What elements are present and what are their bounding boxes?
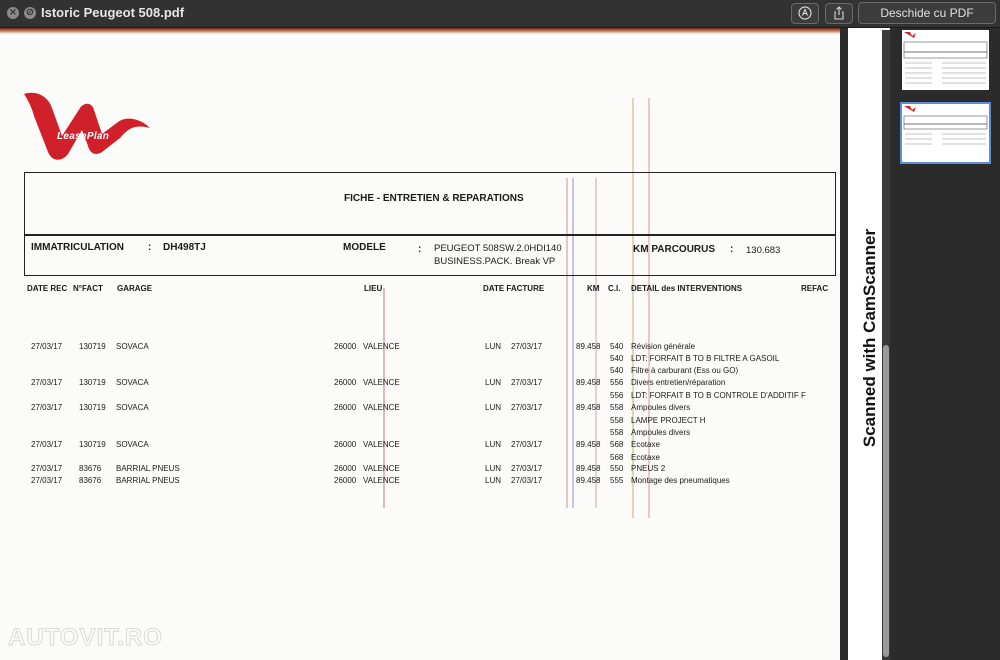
cell-detail: Divers entretien/réparation [631,378,726,387]
col-garage: GARAGE [117,284,153,293]
cell-nfact: 130719 [79,342,106,351]
cell-garage: SOVACA [116,342,149,351]
cell-date-fact: 27/03/17 [511,464,543,473]
cell-lieu: VALENCE [363,403,400,412]
cell-detail: Ecotaxe [631,453,660,462]
cell-detail: Montage des pneumatiques [631,476,730,485]
immatriculation-label: IMMATRICULATION [31,242,124,253]
cell-ci: 540 [610,354,624,363]
vehicle-info-box [24,234,836,276]
cell-garage: BARRIAL PNEUS [116,464,180,473]
cell-cp: 26000 [334,378,357,387]
cell-km: 89.458 [576,342,601,351]
col-ci: C.I. [608,284,621,293]
cell-date-fact: 27/03/17 [511,440,543,449]
cell-nfact: 130719 [79,440,106,449]
cell-date: 27/03/17 [31,403,63,412]
cell-detail: Ampoules divers [631,403,691,412]
km-parcourus-label: KM PARCOURUS [633,244,716,255]
cell-ci: 556 [610,378,624,387]
col-date-rec: DATE REC [27,284,68,293]
cell-km: 89.458 [576,378,601,387]
modele-label: MODELE [343,242,386,253]
scan-streak [383,288,385,508]
cell-detail: Révision générale [631,342,696,351]
cell-ci: 540 [610,366,624,375]
cell-lieu: VALENCE [363,378,400,387]
cell-date: 27/03/17 [31,378,63,387]
camscanner-text: Scanned with CamScanner [860,228,879,448]
cell-detail: PNEUS 2 [631,464,666,473]
page-thumbnail-1[interactable] [902,30,989,90]
cell-day: LUN [485,464,502,473]
minimize-window-icon[interactable]: ⊘ [25,7,35,18]
cell-cp: 26000 [334,342,357,351]
page-thumbnail-preview [902,104,989,162]
cell-nfact: 130719 [79,403,106,412]
cell-day: LUN [485,342,502,351]
cell-nfact: 130719 [79,378,106,387]
cell-garage: SOVACA [116,440,149,449]
cell-date-fact: 27/03/17 [511,378,543,387]
cell-cp: 26000 [334,440,357,449]
cell-detail: LDT: FORFAIT B TO B FILTRE A GASOIL [631,354,780,363]
cell-detail: LAMPE PROJECT H [631,416,706,425]
close-window-icon[interactable]: × [8,7,18,18]
cell-cp: 26000 [334,476,357,485]
cell-ci: 568 [610,453,624,462]
share-icon [832,6,846,20]
modele-line-2: BUSINESS.PACK. Break VP [434,256,556,267]
col-km: KM [587,284,600,293]
cell-day: LUN [485,476,502,485]
cell-ci: 558 [610,416,624,425]
cell-ci: 540 [610,342,624,351]
leaseplan-logo-icon [22,90,152,162]
document-heading: FICHE - ENTRETIEN & REPARATIONS [344,193,524,204]
cell-date-fact: 27/03/17 [511,403,543,412]
markup-button[interactable] [791,3,819,24]
col-detail: DETAIL des INTERVENTIONS [631,284,743,293]
cell-cp: 26000 [334,464,357,473]
cell-garage: BARRIAL PNEUS [116,476,180,485]
col-date-facture: DATE FACTURE [483,284,545,293]
cell-ci: 556 [610,391,624,400]
scrollbar-thumb[interactable] [883,345,889,657]
cell-lieu: VALENCE [363,342,400,351]
cell-km: 89.458 [576,403,601,412]
colon: : [148,242,152,253]
page-thumbnail-preview [902,30,989,90]
cell-lieu: VALENCE [363,440,400,449]
cell-nfact: 83676 [79,464,102,473]
title-box [24,172,836,236]
km-parcourus-value: 130.683 [746,245,781,256]
colon: : [418,244,422,255]
cell-date: 27/03/17 [31,464,63,473]
cell-detail: LDT: FORFAIT B TO B CONTROLE D'ADDITIF F [631,391,806,400]
cell-detail: Ampoules divers [631,428,691,437]
cell-garage: SOVACA [116,403,149,412]
cell-date-fact: 27/03/17 [511,476,543,485]
cell-date: 27/03/17 [31,342,63,351]
col-lieu: LIEU [364,284,383,293]
logo-text: LeasePlan [57,131,110,142]
cell-lieu: VALENCE [363,476,400,485]
modele-line-1: PEUGEOT 508SW.2.0HDI140 [434,243,562,254]
cell-ci: 558 [610,428,624,437]
open-in-pdf-reader-button[interactable]: Deschide cu PDF [858,2,996,24]
scan-edge [0,28,840,34]
window-title: Istoric Peugeot 508.pdf [41,5,185,20]
cell-cp: 26000 [334,403,357,412]
share-button[interactable] [825,3,853,24]
cell-date: 27/03/17 [31,476,63,485]
cell-nfact: 83676 [79,476,102,485]
pdf-page [0,28,840,660]
cell-day: LUN [485,378,502,387]
cell-day: LUN [485,403,502,412]
cell-garage: SOVACA [116,378,149,387]
immatriculation-value: DH498TJ [163,242,206,253]
cell-km: 89.458 [576,440,601,449]
cell-date: 27/03/17 [31,440,63,449]
page-thumbnail-2[interactable] [902,104,989,162]
cell-date-fact: 27/03/17 [511,342,543,351]
title-bar [0,0,1000,28]
watermark: AUTOVIT.RO [8,624,163,651]
cell-detail: Filtre à carburant (Ess ou GO) [631,366,739,375]
cell-ci: 568 [610,440,624,449]
cell-ci: 555 [610,476,624,485]
cell-day: LUN [485,440,502,449]
cell-detail: Ecotaxe [631,440,660,449]
col-nfact: N°FACT [73,284,103,293]
cell-lieu: VALENCE [363,464,400,473]
cell-km: 89.458 [576,464,601,473]
markup-icon [798,6,812,20]
col-refac: REFAC [801,284,829,293]
cell-km: 89.458 [576,476,601,485]
cell-ci: 550 [610,464,624,473]
colon: : [730,244,734,255]
cell-ci: 558 [610,403,624,412]
